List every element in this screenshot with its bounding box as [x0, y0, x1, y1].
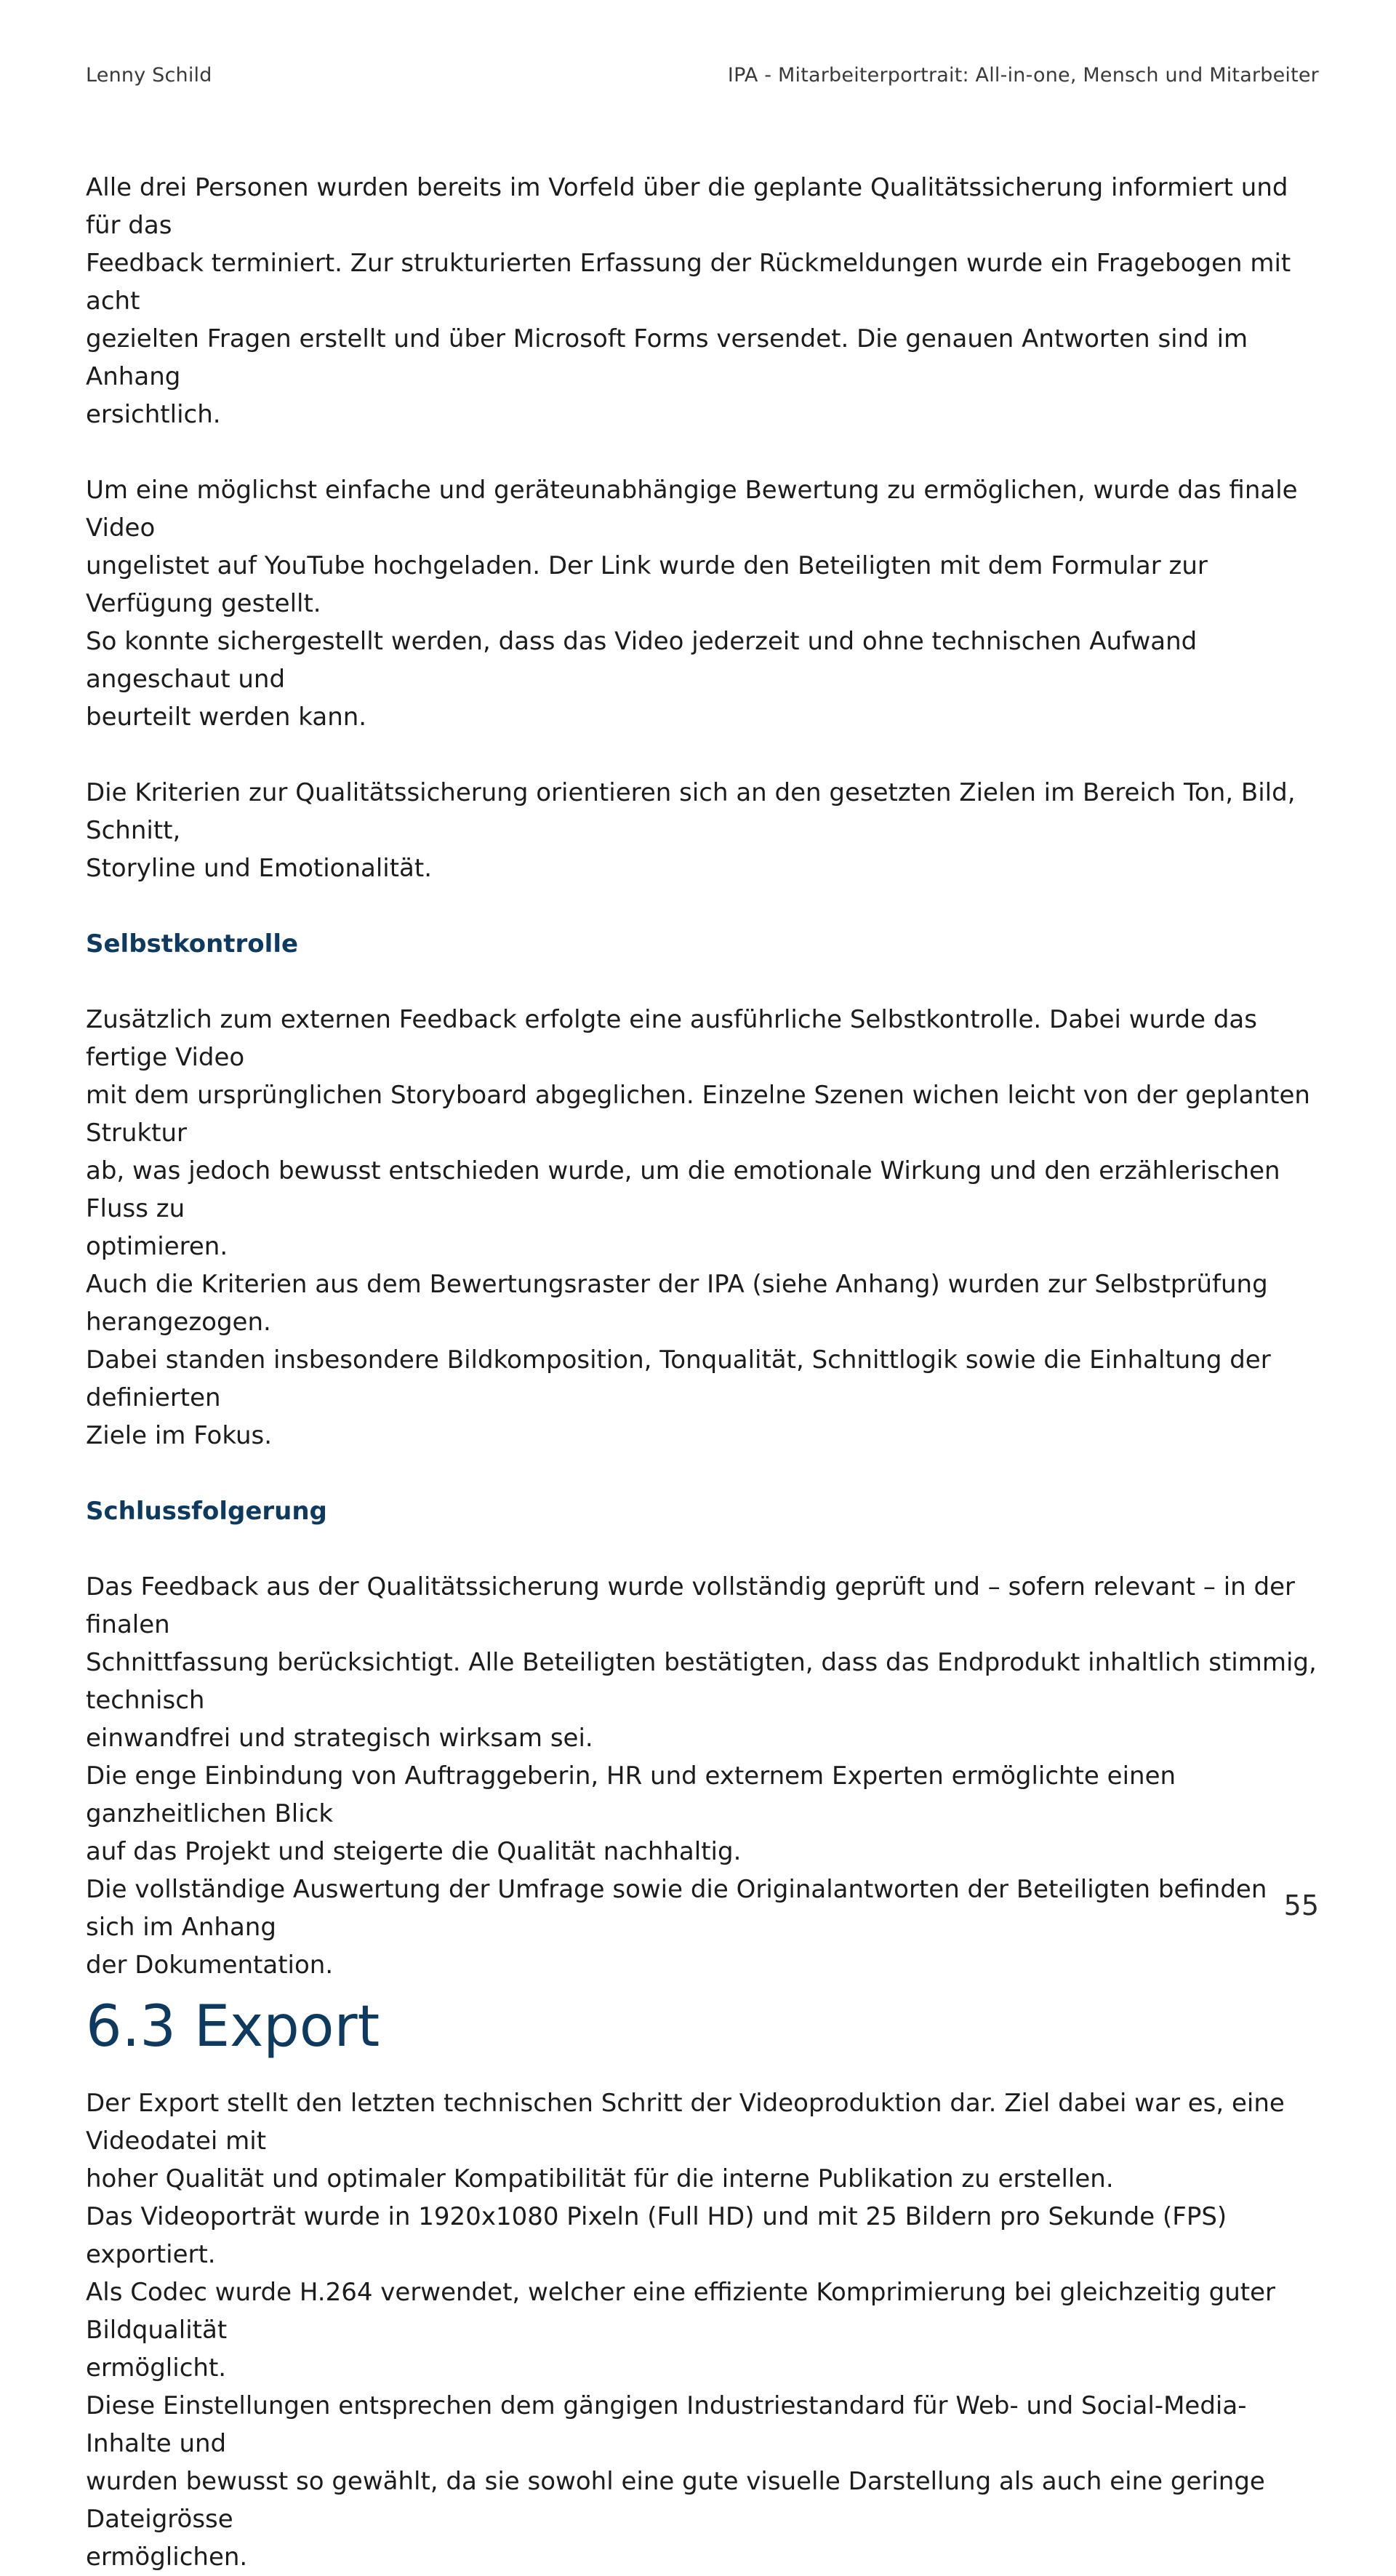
page-number: 55: [1283, 1889, 1319, 1921]
page-content: [86, 169, 1322, 2576]
paragraph-youtube-upload: Um eine möglichst einfache und geräteunabhängige Bewertung zu ermöglichen, wurde das finale Video ungelistet auf YouTube hochgeladen. Der Link wurde den Beteiligten mit dem Formular zur Verfügung gestellt. So konnte sichergestellt werden, dass das Video jederzeit und ohne technischen Aufwand angeschaut und beurteilt werden kann.: [86, 476, 1298, 732]
header-document-title: IPA - Mitarbeiterportrait: All-in-one, Mensch und Mitarbeiter: [727, 64, 1319, 87]
section-heading-export: 6.3 Export: [86, 1994, 380, 2060]
subheading-selbstkontrolle: Selbstkontrolle: [86, 929, 299, 959]
paragraph-self-check: Zusätzlich zum externen Feedback erfolgte eine ausführliche Selbstkontrolle. Dabei wurde das fertige Video mit dem ursprünglichen Storyboard abgeglichen. Einzelne Szenen wichen leicht von der geplanten Struktur ab, was jedoch bewusst entschieden wurde, um die emotionale Wirkung und den erzählerischen Fluss zu optimieren. Auch die Kriterien aus dem Bewertungsraster der IPA (siehe Anhang) wurden zur Selbstprüfung herangezogen. Dabei standen insbesondere Bildkomposition, Tonqualität, Schnittlogik sowie die Einhaltung der definierten Ziele im Fokus.: [86, 1005, 1310, 1450]
paragraph-conclusion: Das Feedback aus der Qualitätssicherung wurde vollständig geprüft und – sofern relevant – in der finalen Schnittfassung berücksichtigt. Alle Beteiligten bestätigten, dass das Endprodukt inhaltlich stimmig, technisch einwandfrei und strategisch wirksam sei. Die enge Einbindung von Auftraggeberin, HR und externem Experten ermöglichte einen ganzheitlichen Blick auf das Projekt und steigerte die Qualität nachhaltig. Die vollständige Auswertung der Umfrage sowie die Originalantworten der Beteiligten befinden sich im Anhang der Dokumentation.: [86, 1572, 1317, 1980]
header-author: Lenny Schild: [86, 64, 212, 87]
page-header: [86, 64, 1319, 93]
paragraph-export-details: Der Export stellt den letzten technischen Schritt der Videoproduktion dar. Ziel dabei war es, eine Videodatei mit hoher Qualität und optimaler Kompatibilität für die interne Publikation zu erstellen. Das Videoporträt wurde in 1920x1080 Pixeln (Full HD) und mit 25 Bildern pro Sekunde (FPS) exportiert. Als Codec wurde H.264 verwendet, welcher eine effiziente Komprimierung bei gleichzeitig guter Bildqualität ermöglicht. Diese Einstellungen entsprechen dem gängigen Industriestandard für Web- und Social-Media-Inhalte und wurden bewusst so gewählt, da sie sowohl eine gute visuelle Darstellung als auch eine geringe Dateigrösse ermöglichen.: [86, 2089, 1285, 2572]
paragraph-feedback-scheduling: Alle drei Personen wurden bereits im Vorfeld über die geplante Qualitätssicherung informiert und für das Feedback terminiert. Zur strukturierten Erfassung der Rückmeldungen wurde ein Fragebogen mit acht gezielten Fragen erstellt und über Microsoft Forms versendet. Die genauen Antworten sind im Anhang ersichtlich.: [86, 173, 1291, 429]
paragraph-quality-criteria: Die Kriterien zur Qualitätssicherung orientieren sich an den gesetzten Zielen im Bereich Ton, Bild, Schnitt, Storyline und Emotionalität.: [86, 778, 1296, 883]
subheading-schlussfolgerung: Schlussfolgerung: [86, 1497, 327, 1526]
